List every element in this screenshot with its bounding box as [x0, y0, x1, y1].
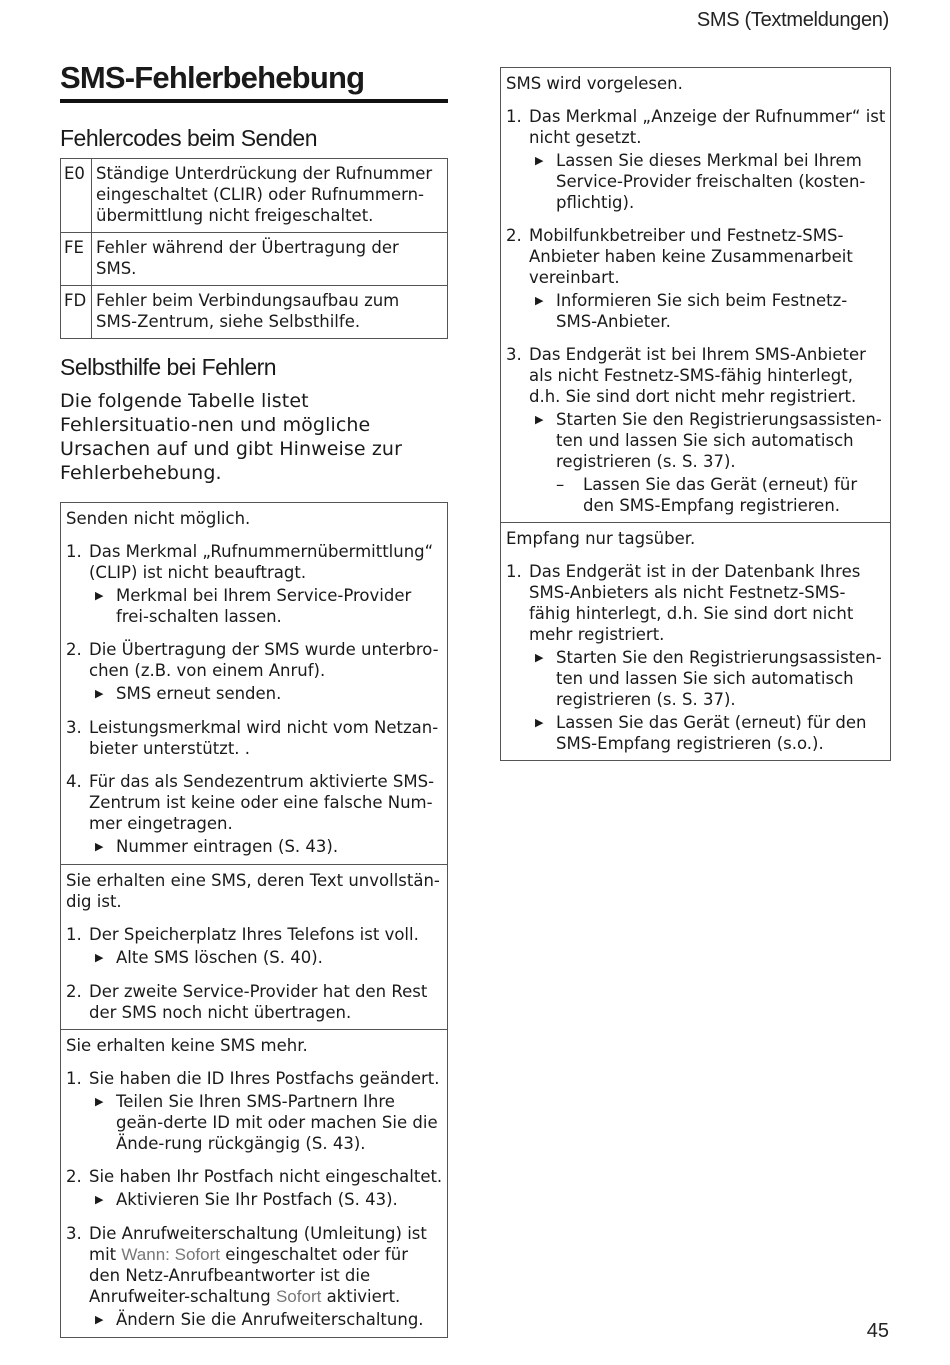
action-text: Merkmal bei Ihrem Service-Provider frei-schalten lassen. — [116, 586, 412, 626]
cause-text: Für das als Sendezentrum aktivierte SMS-Zentrum ist keine oder eine falsche Num-mer eingetragen. — [89, 772, 435, 833]
action-step — [89, 585, 443, 627]
triangle-right-icon: ▶ — [95, 1193, 104, 1206]
error-description: Ständige Unterdrückung der Rufnummer eingeschaltet (CLIR) oder Rufnummern-übermittlung nicht freigeschaltet. — [92, 159, 448, 233]
cause-body — [529, 561, 886, 754]
cause-number: 3. — [506, 345, 522, 364]
problem-section — [61, 503, 447, 864]
action-text: Lassen Sie das Gerät (erneut) für den SMS-Empfang registrieren (s.o.). — [556, 713, 867, 753]
triangle-right-icon: ▶ — [535, 413, 544, 426]
cause-number: 1. — [506, 107, 522, 126]
cause-text: Mobilfunkbetreiber und Festnetz-SMS-Anbieter haben keine Zusammenarbeit vereinbart. — [529, 226, 853, 287]
action-text: Starten Sie den Registrierungsassisten-ten und lassen Sie sich automatisch registrieren (s. S. 37). — [556, 648, 882, 709]
cause-text — [89, 1223, 443, 1307]
action-text: Teilen Sie Ihren SMS-Partnern Ihre geän-derte ID mit oder machen Sie die Ände-rung rückgängig (S. 43). — [116, 1092, 438, 1153]
error-codes-heading: Fehlercodes beim Senden — [60, 125, 317, 151]
cause-number: 1. — [66, 1069, 82, 1088]
action-step — [89, 683, 443, 705]
triangle-right-icon: ▶ — [535, 651, 544, 664]
cause-body — [89, 717, 443, 759]
problem-section — [61, 1029, 447, 1337]
cause-body — [89, 924, 443, 969]
cause-body — [89, 771, 443, 858]
cause-text: Das Endgerät ist bei Ihrem SMS-Anbieter als nicht Festnetz-SMS-fähig hinterlegt, d.h. Sie sind dort nicht mehr registriert. — [529, 345, 866, 406]
action-step — [529, 712, 886, 754]
troubleshooting-table-left — [60, 502, 448, 1338]
table-row — [61, 233, 448, 286]
error-code: FD — [61, 286, 92, 339]
action-step — [89, 836, 443, 858]
cause-body — [89, 639, 443, 705]
running-header: SMS (Textmeldungen) — [696, 9, 889, 31]
cause-number: 1. — [506, 562, 522, 581]
cause-body — [529, 225, 886, 332]
cause-number: 3. — [66, 718, 82, 737]
cause-number: 2. — [66, 982, 82, 1001]
cause-text: Das Endgerät ist in der Datenbank Ihres SMS-Anbieters als nicht Festnetz-SMS-fähig hinterlegt, d.h. Sie sind dort nicht mehr registriert. — [529, 562, 861, 644]
action-text: Starten Sie den Registrierungsassisten-ten und lassen Sie sich automatisch registrieren (s. S. 37). — [556, 410, 882, 471]
self-help-heading: Selbsthilfe bei Fehlern — [60, 354, 277, 380]
display-text: Sofort — [275, 1287, 322, 1306]
cause-body — [89, 981, 443, 1023]
cause-text: Leistungsmerkmal wird nicht vom Netzan-bieter unterstützt. . — [89, 718, 439, 758]
triangle-right-icon: ▶ — [95, 687, 104, 700]
dash-icon: – — [556, 475, 565, 494]
cause-number: 3. — [66, 1224, 82, 1243]
problem-title: Sie erhalten eine SMS, deren Text unvollstän-dig ist. — [66, 871, 440, 911]
right-column — [500, 67, 891, 761]
problem-section — [501, 522, 890, 760]
cause-body — [529, 344, 886, 516]
cause-body — [89, 1068, 443, 1154]
cause-number: 4. — [66, 772, 82, 791]
action-step — [529, 150, 886, 213]
triangle-right-icon: ▶ — [95, 589, 104, 602]
cause-item — [506, 225, 886, 332]
text-fragment: Die Anrufweiterschaltung (Umleitung) ist mit — [89, 1224, 427, 1264]
triangle-right-icon: ▶ — [95, 951, 104, 964]
triangle-right-icon: ▶ — [535, 716, 544, 729]
action-step — [529, 647, 886, 710]
cause-item — [66, 1223, 443, 1331]
cause-text: Sie haben Ihr Postfach nicht eingeschaltet. — [89, 1167, 443, 1186]
page-title: SMS-Fehlerbehebung — [60, 60, 448, 103]
sub-step — [556, 474, 886, 516]
text-fragment: eingeschaltet oder für den Netz-Anrufbeantworter ist die Anrufweiter-schaltung — [89, 1245, 408, 1306]
triangle-right-icon: ▶ — [535, 294, 544, 307]
action-step — [529, 290, 886, 332]
action-step — [89, 1189, 443, 1211]
action-text: Alte SMS löschen (S. 40). — [116, 948, 323, 967]
cause-text: Der Speicherplatz Ihres Telefons ist voll. — [89, 925, 419, 944]
cause-number: 2. — [506, 226, 522, 245]
problem-title: Senden nicht möglich. — [66, 509, 251, 528]
action-text: Aktivieren Sie Ihr Postfach (S. 43). — [116, 1190, 398, 1209]
problem-section — [501, 68, 890, 522]
problem-title: SMS wird vorgelesen. — [506, 74, 683, 93]
table-row — [61, 286, 448, 339]
problem-title: Empfang nur tagsüber. — [506, 529, 696, 548]
error-description: Fehler während der Übertragung der SMS. — [92, 233, 448, 286]
cause-body — [89, 1166, 443, 1211]
cause-item — [66, 717, 443, 759]
cause-item — [66, 771, 443, 858]
cause-item — [66, 639, 443, 705]
cause-number: 2. — [66, 640, 82, 659]
left-column — [60, 60, 448, 1338]
cause-text: Die Übertragung der SMS wurde unterbro-chen (z.B. von einem Anruf). — [89, 640, 439, 680]
cause-item — [66, 1166, 443, 1211]
problem-section — [61, 864, 447, 1029]
action-step — [89, 947, 443, 969]
action-text: SMS erneut senden. — [116, 684, 282, 703]
action-text: Nummer eintragen (S. 43). — [116, 837, 339, 856]
cause-text: Das Merkmal „Rufnummernübermittlung“ (CLIP) ist nicht beauftragt. — [89, 542, 434, 582]
cause-body — [89, 541, 443, 627]
action-text: Ändern Sie die Anrufweiterschaltung. — [116, 1310, 424, 1329]
action-step — [89, 1309, 443, 1331]
triangle-right-icon: ▶ — [95, 1313, 104, 1326]
action-step — [529, 409, 886, 472]
troubleshooting-table-right — [500, 67, 891, 761]
cause-item — [66, 981, 443, 1023]
action-step — [89, 1091, 443, 1154]
cause-item — [506, 344, 886, 516]
error-codes-table — [60, 158, 448, 339]
cause-body — [529, 106, 886, 213]
cause-body — [89, 1223, 443, 1331]
cause-item — [506, 561, 886, 754]
cause-number: 2. — [66, 1167, 82, 1186]
cause-item — [506, 106, 886, 213]
cause-text: Das Merkmal „Anzeige der Rufnummer“ ist nicht gesetzt. — [529, 107, 886, 147]
cause-text: Sie haben die ID Ihres Postfachs geändert. — [89, 1069, 440, 1088]
cause-item — [66, 1068, 443, 1154]
triangle-right-icon: ▶ — [95, 840, 104, 853]
page-number: 45 — [866, 1320, 889, 1342]
display-text: Wann: Sofort — [121, 1245, 220, 1264]
triangle-right-icon: ▶ — [95, 1095, 104, 1108]
cause-item — [66, 924, 443, 969]
cause-number: 1. — [66, 542, 82, 561]
sub-step-text: Lassen Sie das Gerät (erneut) für den SMS-Empfang registrieren. — [583, 475, 858, 515]
text-fragment: aktiviert. — [321, 1287, 401, 1306]
table-row — [61, 159, 448, 233]
action-text: Informieren Sie sich beim Festnetz-SMS-Anbieter. — [556, 291, 848, 331]
action-text: Lassen Sie dieses Merkmal bei Ihrem Service-Provider freischalten (kosten-pflichtig). — [556, 151, 866, 212]
error-description: Fehler beim Verbindungsaufbau zum SMS-Zentrum, siehe Selbsthilfe. — [92, 286, 448, 339]
error-code: E0 — [61, 159, 92, 233]
cause-text: Der zweite Service-Provider hat den Rest der SMS noch nicht übertragen. — [89, 982, 428, 1022]
problem-title: Sie erhalten keine SMS mehr. — [66, 1036, 308, 1055]
cause-item — [66, 541, 443, 627]
cause-number: 1. — [66, 925, 82, 944]
intro-paragraph: Die folgende Tabelle listet Fehlersituatio-nen und mögliche Ursachen auf und gibt Hinweise zur Fehlerbehebung. — [60, 390, 402, 484]
triangle-right-icon: ▶ — [535, 154, 544, 167]
error-code: FE — [61, 233, 92, 286]
